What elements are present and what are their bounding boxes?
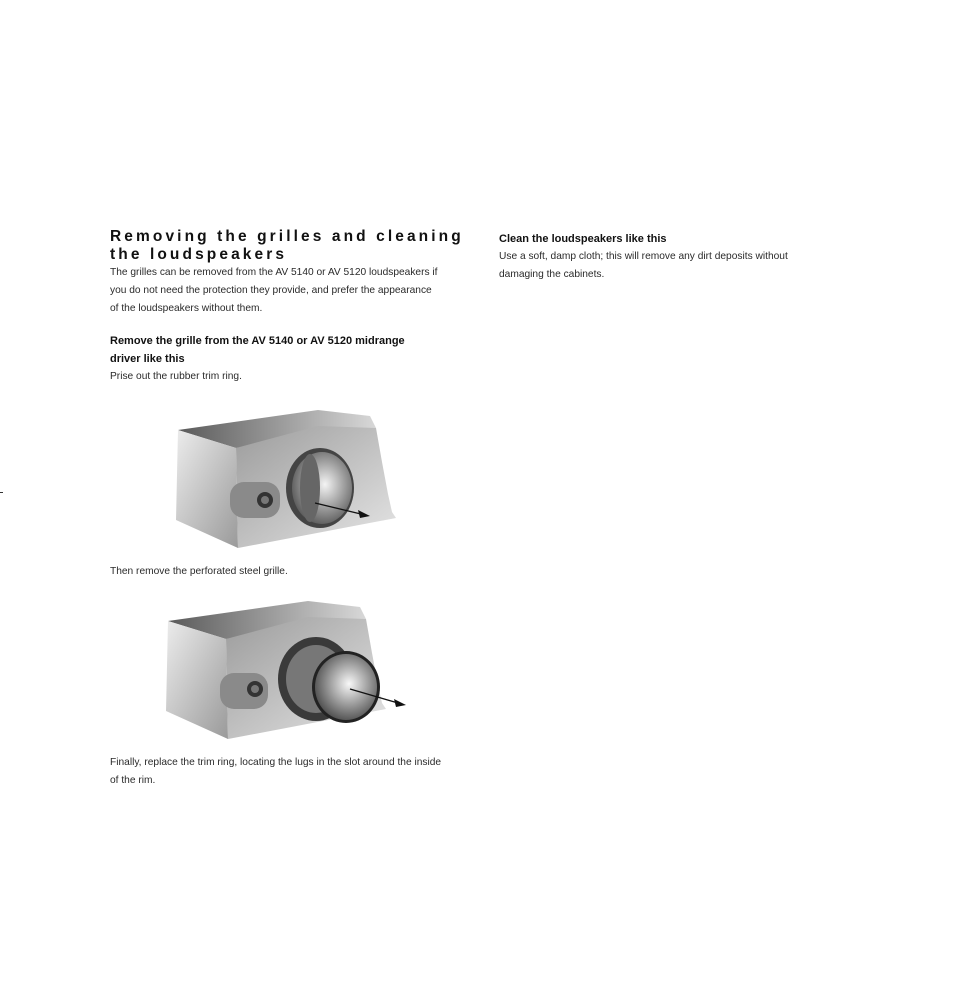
step-2-block (110, 563, 465, 581)
margin-tick-mark (0, 492, 3, 493)
section-title (110, 228, 465, 264)
cleaning-line-1: Use a soft, damp cloth; this will remove any dirt deposits without (499, 251, 788, 262)
cleaning-subheading: Clean the loudspeakers like this (499, 233, 667, 245)
step-3-line-2: of the rim. (110, 775, 156, 786)
intro-line-2: you do not need the protection they provide, and prefer the appearance (110, 285, 432, 296)
cleaning-line-2: damaging the cabinets. (499, 269, 605, 280)
subhead-line-2: driver like this (110, 353, 185, 365)
step-2-text: Then remove the perforated steel grille. (110, 566, 288, 577)
cleaning-paragraph (499, 248, 819, 284)
step-3-block (110, 754, 465, 790)
step-1-text: Prise out the rubber trim ring. (110, 371, 242, 382)
step-3-paragraph (110, 754, 465, 790)
step-3-line-1: Finally, replace the trim ring, locating the lugs in the slot around the inside (110, 757, 442, 768)
intro-line-3: of the loudspeakers without them. (110, 303, 263, 314)
midrange-subheading (110, 332, 465, 368)
trim-ring-removal-illustration (170, 402, 410, 552)
title-line-1: Removing the grilles and cleaning (110, 228, 464, 245)
intro-line-1: The grilles can be removed from the AV 5140 or AV 5120 loudspeakers if (110, 267, 438, 278)
right-column (499, 230, 819, 284)
intro-paragraph (110, 264, 465, 318)
subhead-line-1: Remove the grille from the AV 5140 or AV 5120 midrange (110, 335, 405, 347)
grille-removal-illustration (160, 593, 410, 743)
title-line-2: the loudspeakers (110, 246, 288, 263)
left-column (110, 228, 465, 386)
